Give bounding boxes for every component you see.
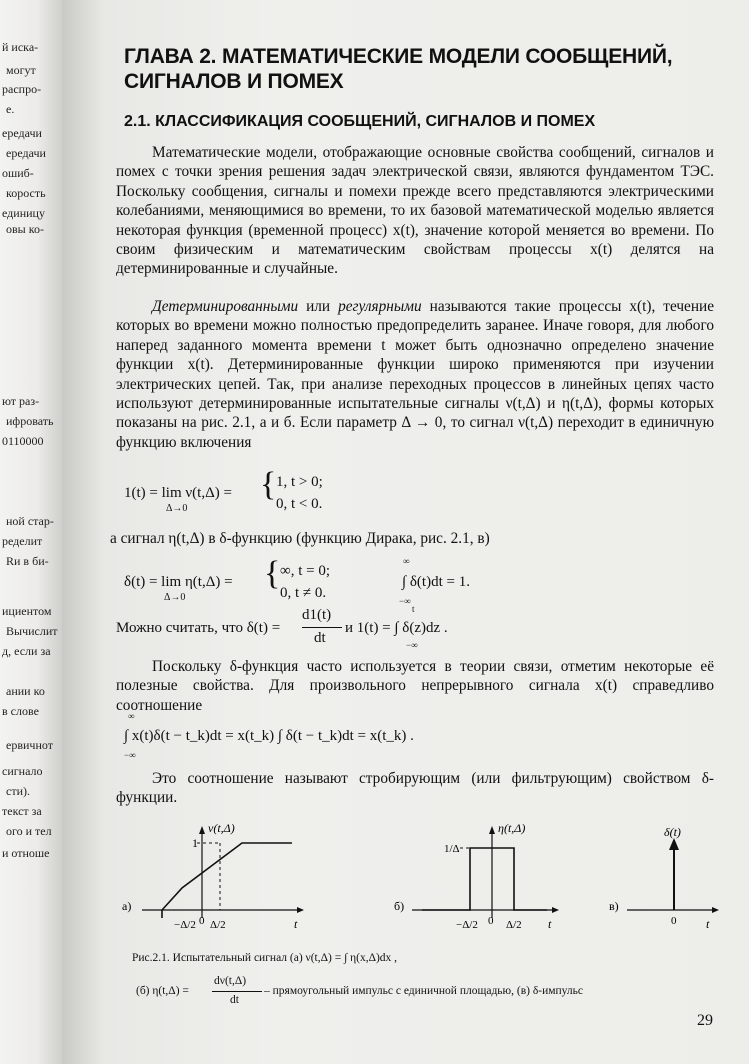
panel-a-label: а) <box>122 899 132 913</box>
left-margin-fragment: ют раз- <box>2 394 40 408</box>
formula-integral-step-lower: −∞ <box>406 640 418 650</box>
left-margin-fragment: ициентом <box>2 604 52 618</box>
left-margin-fragment: ого и тел <box>6 824 52 838</box>
fraction-bar <box>302 627 342 628</box>
figure-2-1 <box>82 818 722 940</box>
formula-delta-limit: Δ→0 <box>164 592 186 603</box>
left-margin-fragment: ошиб- <box>2 166 34 180</box>
panel-a-t: t <box>294 917 298 931</box>
left-margin-fragment: в слове <box>2 704 39 718</box>
panel-c-t: t <box>706 917 710 931</box>
panel-b-level: 1/Δ <box>444 843 460 855</box>
panel-c-time-arrow <box>712 907 719 913</box>
formula-sifting-upper: ∞ <box>128 711 135 721</box>
figure-caption-line2-den: dt <box>230 994 239 1006</box>
formula-delta-int-upper: ∞ <box>403 556 410 566</box>
term-deterministic: Детерминированными <box>152 298 299 315</box>
left-margin-fragment: ании ко <box>6 684 45 698</box>
panel-a-function-label: ν(t,Δ) <box>208 821 235 835</box>
term-regular: регулярными <box>338 298 422 315</box>
left-margin-fragment: овы ко- <box>6 222 44 236</box>
figure-caption-line1: Рис.2.1. Испытательный сигнал (а) ν(t,Δ) = ∫ η(x,Δ)dx , <box>132 952 398 964</box>
formula-sifting-lower: −∞ <box>124 750 136 760</box>
paragraph-3: Поскольку δ-функция часто используется в теории связи, отметим некоторые её полезные свойства. Для произвольного непрерывного сигнала x(t) справедливо соотношение <box>116 658 714 714</box>
left-page-margin <box>0 0 63 1064</box>
left-margin-fragment: Вычислит <box>6 624 58 638</box>
panel-b-pulse <box>422 848 547 910</box>
formula-derivative-den: dt <box>314 630 326 646</box>
formula-integral-step: и 1(t) = ∫ δ(z)dz . <box>345 620 448 636</box>
formula-delta-lhs: δ(t) = lim η(t,Δ) = <box>124 574 233 590</box>
page <box>62 0 749 1064</box>
formula-unit-step-lhs: 1(t) = lim ν(t,Δ) = <box>124 485 232 501</box>
panel-a-time-arrow <box>297 907 304 913</box>
paragraph-2 <box>116 297 714 452</box>
panel-a-tick-zero: 0 <box>199 915 205 927</box>
chapter-title: ГЛАВА 2. МАТЕМАТИЧЕСКИЕ МОДЕЛИ СООБЩЕНИЙ, СИГНАЛОВ И ПОМЕХ <box>124 45 673 93</box>
formula-delta-int-lower: −∞ <box>399 596 411 606</box>
figure-caption-line2-num: dν(t,Δ) <box>214 975 247 987</box>
left-margin-fragment: сти). <box>6 784 30 798</box>
panel-b-time-arrow <box>552 907 559 913</box>
panel-a-tick-plus: Δ/2 <box>210 919 226 931</box>
left-margin-fragment: ифровать <box>6 414 54 428</box>
panel-c-label: в) <box>609 899 619 913</box>
figure-caption-line2-post: – прямоугольный импульс с единичной площадью, (в) δ-импульс <box>264 985 584 997</box>
left-margin-fragment: могут <box>6 63 36 77</box>
left-margin-fragment: сигнало <box>2 764 43 778</box>
panel-b-function-label: η(t,Δ) <box>498 821 526 835</box>
paragraph-2-rest: называются такие процессы x(t), течение которых во времени можно полностью предопределить заранее. Иначе говоря, для любого наперед заданного момента времени t может быть однозначно определено значение функции x(t). Детерминированные функции широко применяются при изучении электрических цепей. Так, при анализе переходных процессов в линейных цепях часто используют детерминированные испытательные сигналы ν(t,Δ) и η(t,Δ), формы которых показаны на рис. 2.1, а и б. Если параметр Δ → 0, то сигнал ν(t,Δ) переходит в единичную функцию включения <box>116 298 714 451</box>
left-margin-fragment: распро- <box>2 82 42 96</box>
figure-panel-a <box>122 821 304 931</box>
panel-a-signal-curve <box>162 843 292 918</box>
text-or: или <box>298 298 339 315</box>
panel-c-zero: 0 <box>671 915 677 927</box>
panel-a-tick-minus: −Δ/2 <box>174 919 196 931</box>
formula-delta-integral: ∫ δ(t)dt = 1. <box>402 574 470 590</box>
left-margin-fragment: ной стар- <box>6 514 54 528</box>
panel-c-function-label: δ(t) <box>664 825 681 839</box>
paragraph-4: Это соотношение называют стробирующим (или фильтрующим) свойством δ-функции. <box>116 770 714 807</box>
left-margin-fragment: ередачи <box>2 126 42 140</box>
formula-integral-step-upper: t <box>412 604 415 614</box>
formula-sifting: ∫ x(t)δ(t − t_k)dt = x(t_k) ∫ δ(t − t_k)dt = x(t_k) . <box>124 728 414 744</box>
left-margin-fragment: Rи в би- <box>6 554 49 568</box>
formula-unit-step-limit: Δ→0 <box>166 503 188 514</box>
figure-caption-line2-pre: (б) η(t,Δ) = <box>136 985 189 997</box>
figure-panel-b <box>394 821 559 931</box>
left-margin-fragment: ределит <box>2 534 43 548</box>
formula-unit-step-case1: 1, t > 0; <box>276 474 323 490</box>
left-margin-fragment: ередачи <box>6 146 46 160</box>
left-margin-fragment: 0110000 <box>2 434 44 448</box>
formula-derivative-num: d1(t) <box>302 607 332 623</box>
panel-b-tick-zero: 0 <box>488 915 494 927</box>
figure-panel-c <box>609 825 719 931</box>
formula-delta-case1: ∞, t = 0; <box>280 563 330 579</box>
panel-b-value-arrow <box>489 826 495 834</box>
formula-delta-case2: 0, t ≠ 0. <box>280 585 327 601</box>
panel-a-value-arrow <box>199 826 205 834</box>
formula-unit-step-case2: 0, t < 0. <box>276 496 323 512</box>
panel-a-one: 1 <box>192 836 198 850</box>
left-margin-fragment: й иска- <box>2 40 39 54</box>
formula-derivative-text: Можно считать, что δ(t) = <box>116 620 281 636</box>
panel-b-tick-minus: −Δ/2 <box>456 919 478 931</box>
panel-b-label: б) <box>394 899 405 913</box>
panel-b-t: t <box>548 917 552 931</box>
section-title: 2.1. КЛАССИФИКАЦИЯ СООБЩЕНИЙ, СИГНАЛОВ И ПОМЕХ <box>124 113 596 130</box>
brace-1: { <box>260 466 277 503</box>
panel-b-tick-plus: Δ/2 <box>506 919 522 931</box>
text-delta-transition: а сигнал η(t,Δ) в δ-функцию (функцию Дирака, рис. 2.1, в) <box>110 530 490 547</box>
page-number: 29 <box>697 1012 713 1029</box>
paragraph-1: Математические модели, отображающие основные свойства сообщений, сигналов и помех с точки зрения решения задач электрической связи, являются фундаментом ТЭС. Поскольку сообщения, сигналы и помехи прежде всего представляются электрическими колебаниями, меняющимися во времени, то их базовой математической моделью является некоторая функция (временной процесс) x(t), значение которой меняется во времени. По своим физическим и математическим свойствам процессы x(t) делятся на детерминированные и случайные. <box>116 144 714 278</box>
left-margin-fragment: единицу <box>2 206 45 220</box>
caption-fraction-bar <box>212 991 262 992</box>
left-margin-fragment: корость <box>6 186 46 200</box>
panel-c-impulse-arrow <box>669 838 679 850</box>
left-margin-fragment: текст за <box>2 804 42 818</box>
left-margin-fragment: ервичнот <box>6 738 53 752</box>
brace-2: { <box>264 555 281 592</box>
left-margin-fragment: е. <box>6 102 15 116</box>
formula-unit-step <box>124 485 232 502</box>
left-margin-fragment: и отноше <box>2 846 50 860</box>
left-margin-fragment: д, если за <box>2 644 51 658</box>
